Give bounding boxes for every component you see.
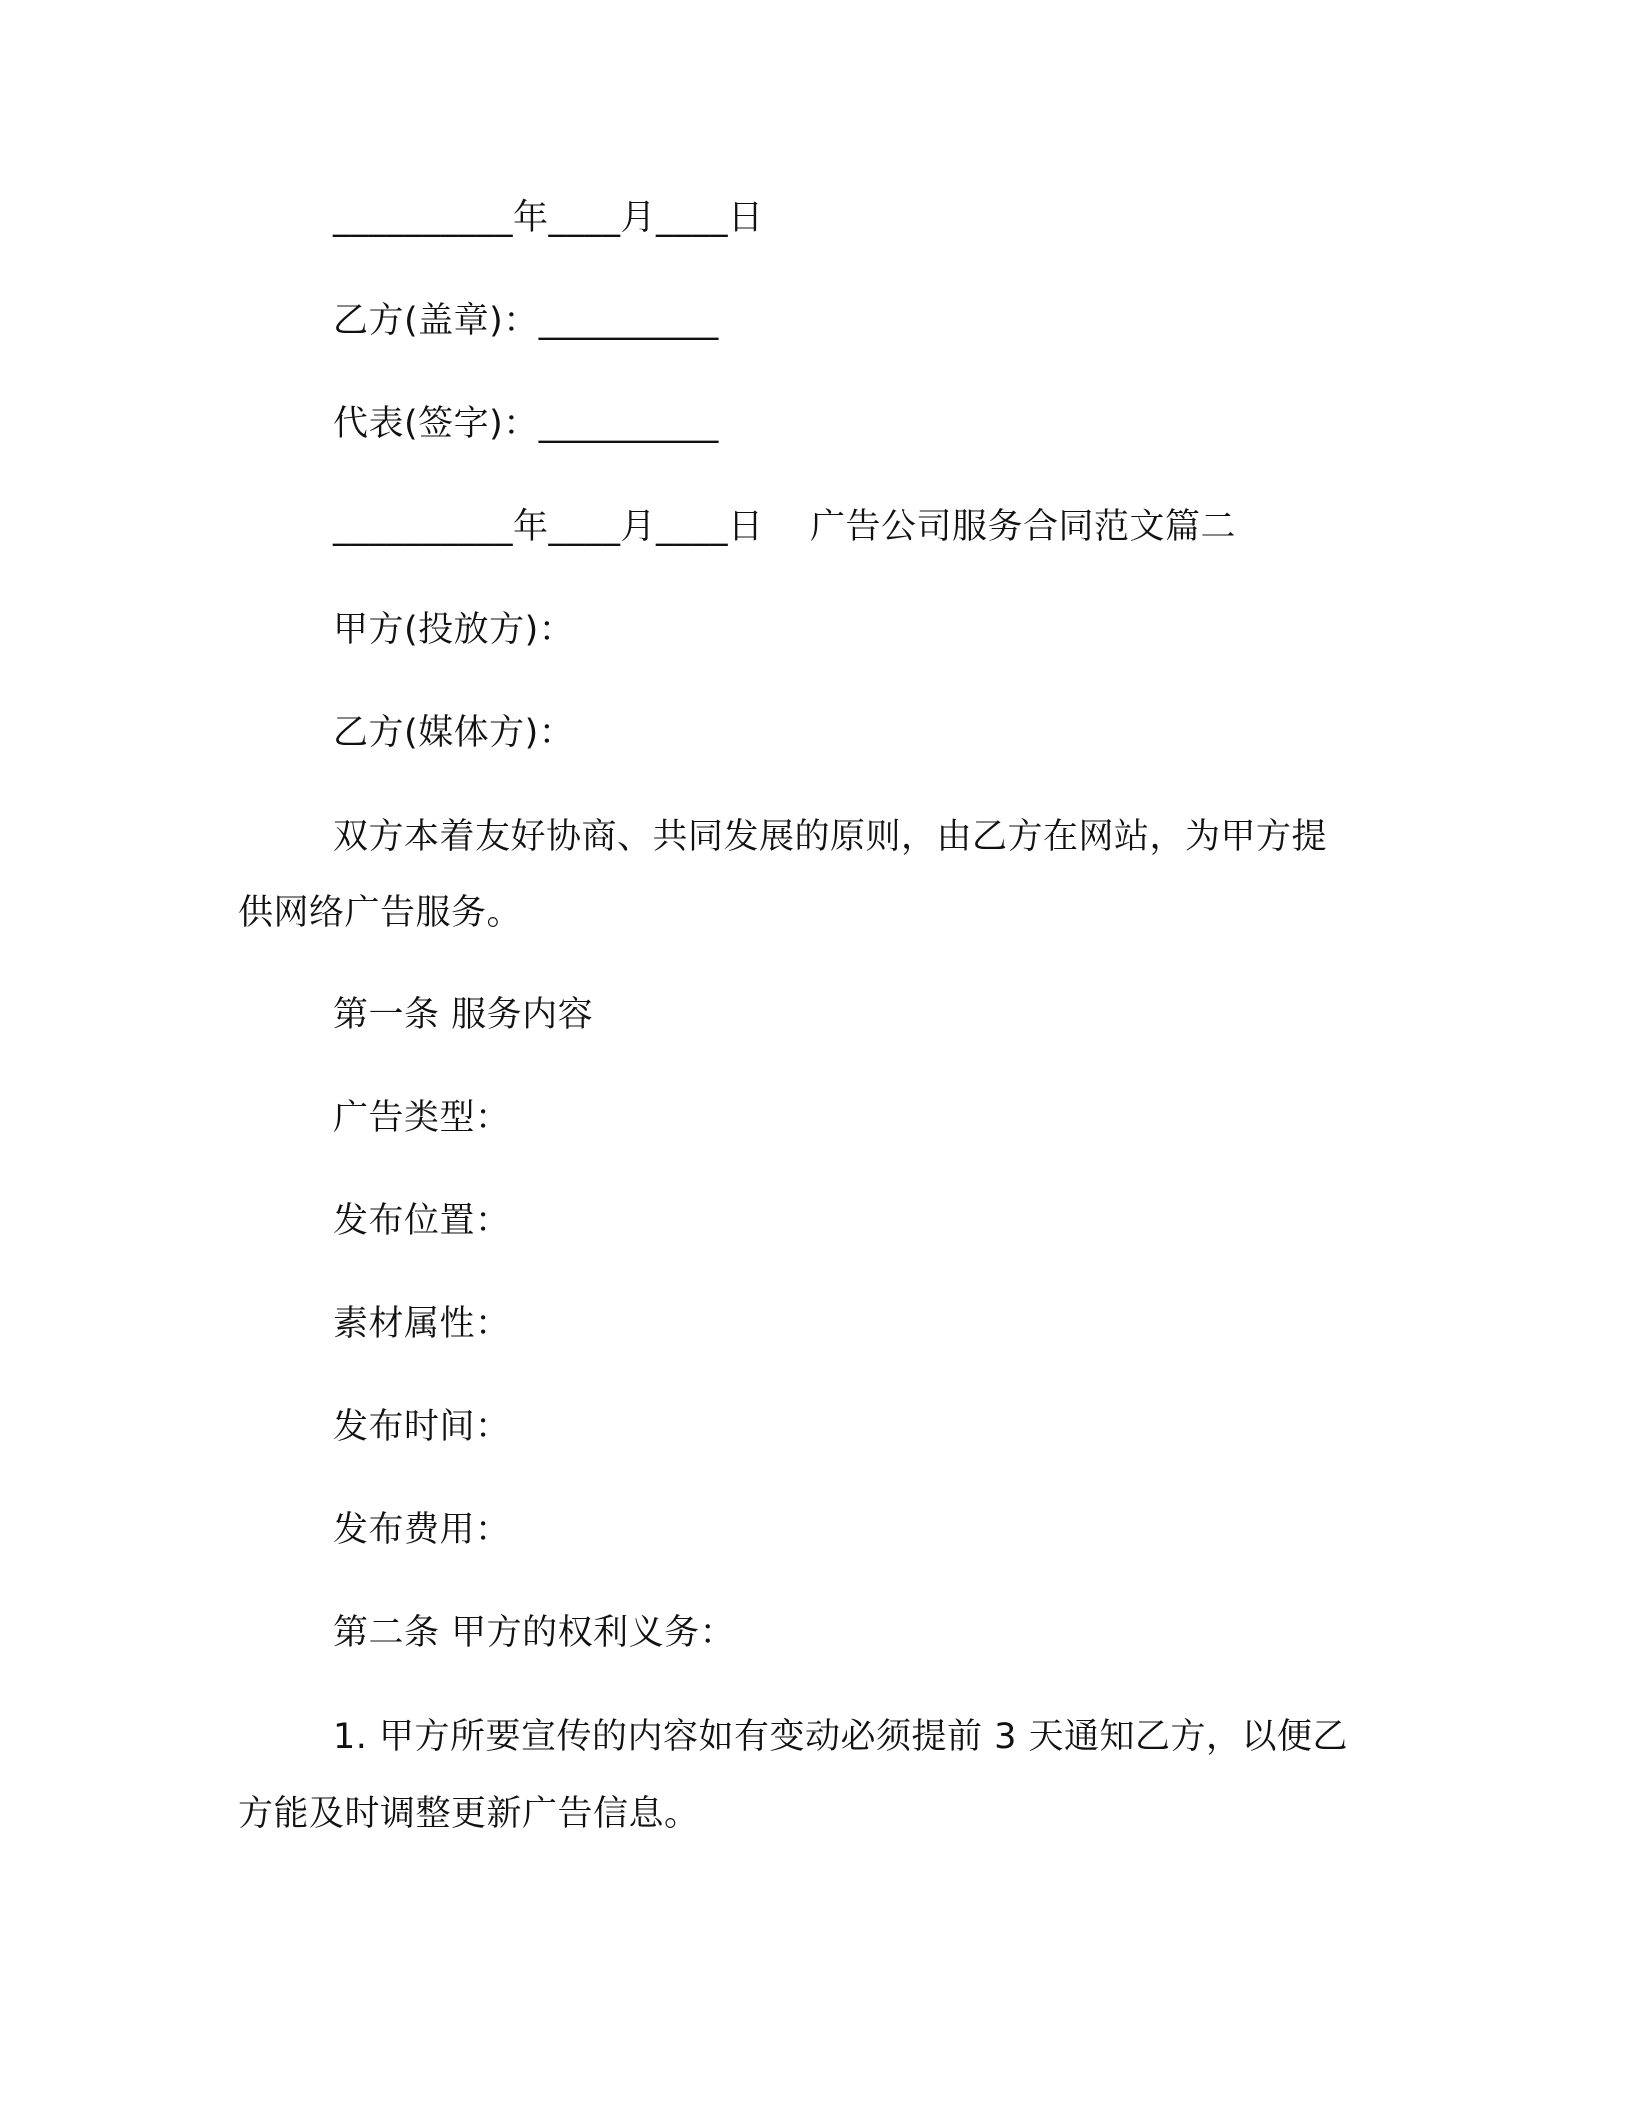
preamble-paragraph-line-2: 供网络广告服务。 [238,893,523,933]
clause-one-line-2: 方能及时调整更新广告信息。 [238,1794,700,1834]
party-b-line: 乙方(媒体方)： [333,713,575,753]
ad-type-field: 广告类型： [333,1098,511,1138]
party-a-line: 甲方(投放方)： [333,610,575,650]
article-two-heading: 第二条 甲方的权利义务： [333,1613,736,1653]
article-one-heading: 第一条 服务内容 [333,995,594,1035]
publish-fee-field: 发布费用： [333,1510,511,1550]
placement-field: 发布位置： [333,1201,511,1241]
publish-time-field: 发布时间： [333,1407,511,1447]
date-line-1: __________年____月____日 [333,198,764,238]
date-line-2-with-title: __________年____月____日 广告公司服务合同范文篇二 [333,507,1237,547]
clause-one-line-1: 1. 甲方所要宣传的内容如有变动必须提前 3 天通知乙方，以便乙 [333,1717,1349,1757]
party-b-seal-line: 乙方(盖章)：__________ [333,301,719,341]
representative-signature-line: 代表(签字)：__________ [333,404,719,444]
preamble-paragraph-line-1: 双方本着友好协商、共同发展的原则，由乙方在网站，为甲方提 [333,817,1328,857]
material-attribute-field: 素材属性： [333,1304,511,1344]
